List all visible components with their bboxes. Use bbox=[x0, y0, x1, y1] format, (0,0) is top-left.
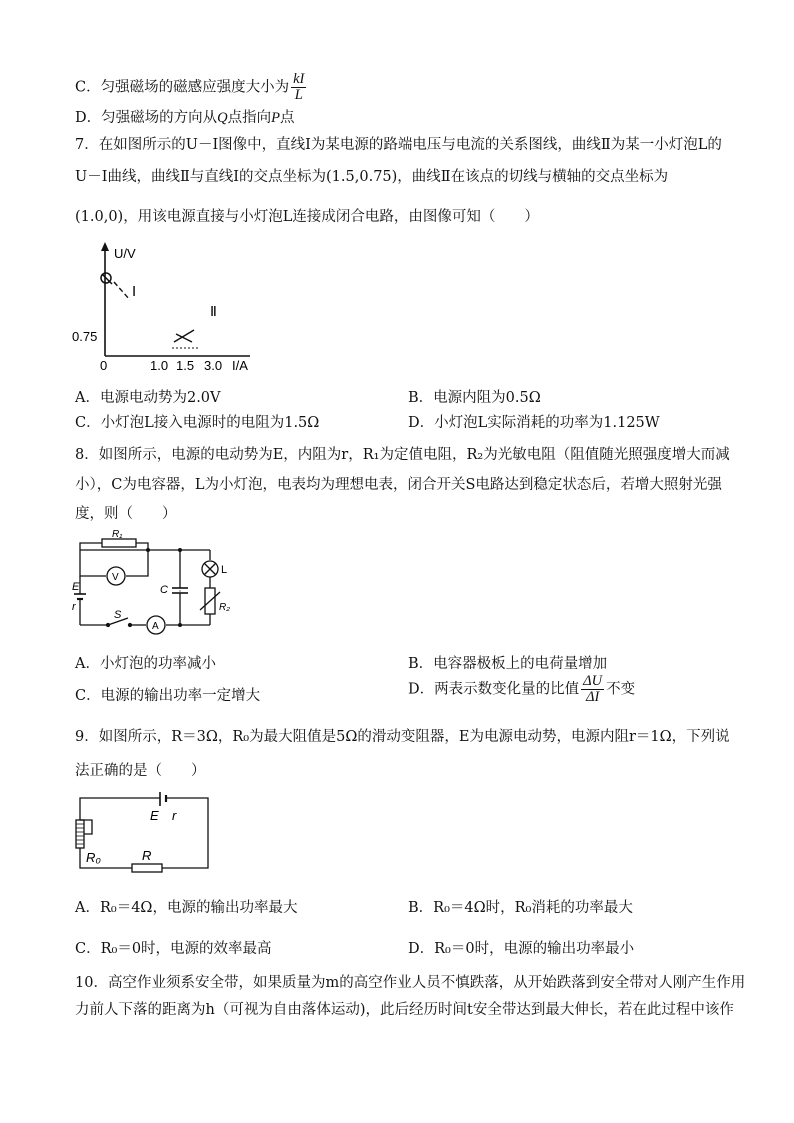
q7-option-b: B．电源内阻为0.5Ω bbox=[408, 390, 541, 406]
q7-stem-line2: U－I曲线，曲线Ⅱ与直线Ⅰ的交点坐标为(1.5,0.75)，曲线Ⅱ在该点的切线与横轴的交点坐标为 bbox=[75, 169, 669, 185]
q9-option-a: A．R₀＝4Ω，电源的输出功率最大 bbox=[75, 900, 298, 916]
y-axis-arrow bbox=[101, 242, 109, 251]
x-tick-1-0: 1.0 bbox=[150, 358, 169, 373]
q9-option-c: C．R₀＝0时，电源的效率最高 bbox=[75, 941, 272, 957]
q9-circuit-diagram bbox=[70, 790, 220, 876]
q6-fraction: $\frac{kI}{L}$ bbox=[293, 71, 305, 103]
y-tick-label: 0.75 bbox=[72, 329, 98, 344]
r1-resistor bbox=[102, 539, 136, 547]
label-e: E bbox=[72, 581, 80, 593]
q8-stem-line1: 8．如图所示，电源的电动势为E，内阻为r，R₁为定值电阻，R₂为光敏电阻（阻值随光照强度增大而减 bbox=[75, 447, 730, 463]
q8-option-d: D．两表示数变化量的比值 $\frac{\Delta U}{\Delta I}$ 不变 bbox=[408, 673, 636, 705]
x-tick-3-0: 3.0 bbox=[204, 358, 223, 373]
label-r: r bbox=[72, 601, 76, 613]
q8-option-b: B．电容器极板上的电荷量增加 bbox=[408, 656, 608, 672]
q7-stem-line1: 7．在如图所示的U－I图像中，直线Ⅰ为某电源的路端电压与电流的关系图线，曲线Ⅱ为某一小灯泡L的 bbox=[75, 137, 722, 153]
q6-option-d: D．匀强磁场的方向从Q点指向P点 bbox=[75, 110, 295, 126]
q8-fraction: $\frac{\Delta U}{\Delta I}$ bbox=[583, 673, 603, 705]
q8-stem-line2: 小），C为电容器，L为小灯泡，电表均为理想电表，闭合开关S电路达到稳定状态后，若增大照射光强 bbox=[75, 477, 722, 493]
y-axis-label: U/V bbox=[114, 246, 136, 261]
label-e: E bbox=[150, 808, 159, 823]
label-s: S bbox=[114, 609, 122, 621]
q9-stem-line1: 9．如图所示，R＝3Ω，R₀为最大阻值是5Ω的滑动变阻器，E为电源电动势，电源内阻r＝1Ω，下列说 bbox=[75, 729, 730, 745]
origin-label: 0 bbox=[100, 358, 108, 373]
label-r-res: R bbox=[142, 848, 152, 863]
q8-circuit-diagram bbox=[70, 528, 240, 640]
x-axis-label: I/A bbox=[232, 358, 248, 373]
q9-option-d: D．R₀＝0时，电源的输出功率最小 bbox=[408, 941, 635, 957]
q8-option-a: A．小灯泡的功率减小 bbox=[75, 656, 216, 672]
q10-stem-line1: 10．高空作业须系安全带，如果质量为m的高空作业人员不慎跌落，从开始跌落到安全带对人刚产生作用 bbox=[75, 975, 746, 991]
curve-ii bbox=[174, 330, 194, 342]
label-r1: R₁ bbox=[112, 529, 123, 540]
label-l: L bbox=[221, 564, 228, 576]
q7-option-d: D．小灯泡L实际消耗的功率为1.125W bbox=[408, 415, 660, 431]
label-a: A bbox=[152, 621, 159, 632]
x-tick-1-5: 1.5 bbox=[176, 358, 195, 373]
label-curve-ii: Ⅱ bbox=[210, 303, 217, 319]
q8-option-c: C．电源的输出功率一定增大 bbox=[75, 688, 261, 704]
label-c: C bbox=[160, 584, 168, 596]
label-r0: R₀ bbox=[86, 850, 101, 865]
label-line-i: Ⅰ bbox=[132, 283, 137, 299]
q10-stem-line2: 力前人下落的距离为h（可视为自由落体运动)，此后经历时间t安全带达到最大伸长，若在此过程中该作 bbox=[75, 1002, 734, 1018]
q9-option-b: B．R₀＝4Ω时，R₀消耗的功率最大 bbox=[408, 900, 633, 916]
q7-stem-line3: (1.0,0)，用该电源直接与小灯泡L连接成闭合电路，由图像可知（ ） bbox=[75, 209, 539, 225]
q8-stem-line3: 度，则（ ） bbox=[75, 506, 177, 522]
q7-ui-graph bbox=[70, 238, 270, 374]
label-r2: R₂ bbox=[219, 602, 231, 613]
q6-option-c: C．匀强磁场的磁感应强度大小为 $\frac{kI}{L}$ bbox=[75, 71, 305, 103]
resistor-r bbox=[132, 864, 162, 872]
line-i bbox=[114, 282, 130, 300]
q7-option-c: C．小灯泡L接入电源时的电阻为1.5Ω bbox=[75, 415, 320, 431]
label-v: V bbox=[112, 572, 119, 583]
q7-option-a: A．电源电动势为2.0V bbox=[75, 390, 221, 406]
q9-stem-line2: 法正确的是（ ） bbox=[75, 763, 206, 779]
label-r: r bbox=[172, 808, 177, 823]
